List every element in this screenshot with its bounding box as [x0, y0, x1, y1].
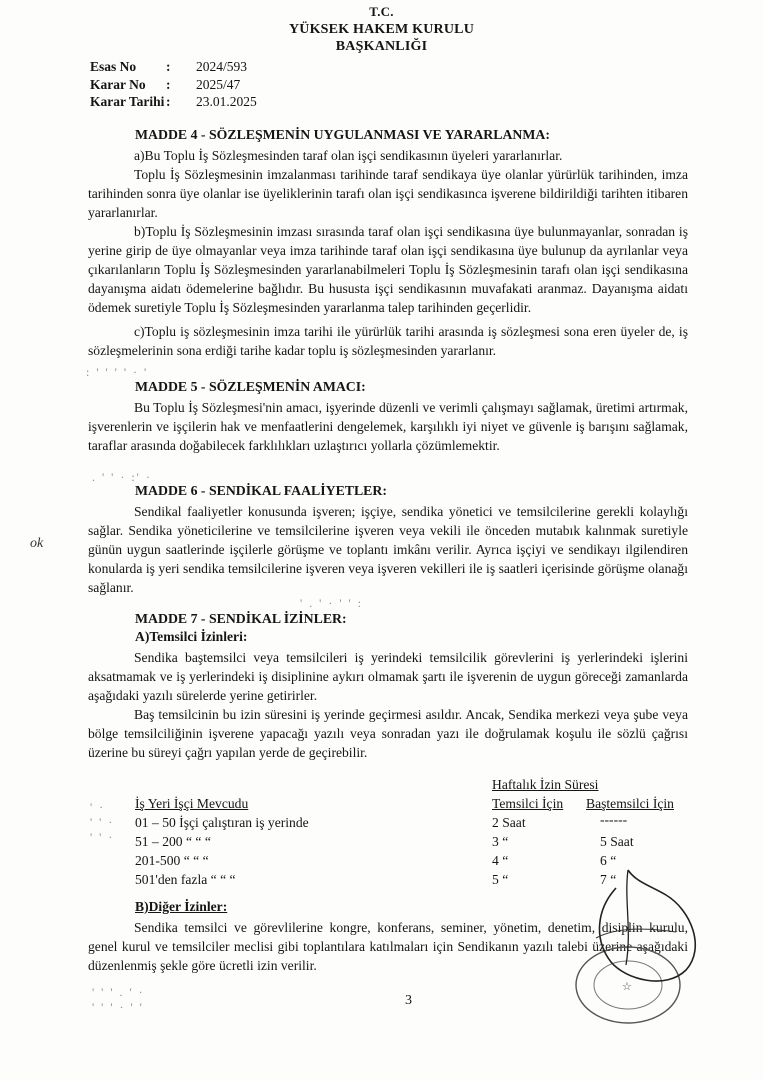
table-dash: ------ — [600, 812, 628, 827]
header-department: BAŞKANLIĞI — [335, 39, 428, 54]
bleed-through-mark: . ' ' · :' · — [92, 470, 152, 484]
page-number: 3 — [405, 993, 412, 1008]
table-col-header-1: İş Yeri İşçi Mevcudu — [135, 796, 249, 811]
bleed-through-mark: ' . ' · ' ' : — [300, 596, 363, 610]
table-row-2-c1: 51 – 200 “ “ “ — [135, 834, 211, 849]
madde4-paragraph-c: c)Toplu iş sözleşmesinin imza tarihi ile yürürlük tarihi arasında iş sözleşmesi sona eren üyeler de, iş sözleşmelerinin sona erdiği tarihe kadar toplu iş sözleşmesinden yararlanır. — [88, 324, 688, 359]
madde7-title: MADDE 7 - SENDİKAL İZİNLER: — [135, 611, 347, 626]
table-col-header-2: Temsilci İçin — [492, 796, 564, 811]
meta-value: 2024/593 — [196, 59, 248, 74]
madde7-paragraph-b: Sendika temsilci ve görevlilerine kongre, konferans, seminer, yönetim, denetim, disiplin kurulu, genel kurul ve temsilciler meclisi gibi toplantılara katılmaları için Sendikanın yazılı talebi üzerine aşağıdaki düzenlenmiş şekle göre ücretli izin verilir. — [88, 920, 688, 974]
svg-text:☆: ☆ — [622, 980, 632, 993]
table-row-4-c1: 501'den fazla “ “ “ — [135, 872, 236, 887]
table-row-3-c1: 201-500 “ “ “ — [135, 853, 209, 868]
table-row-1-c1: 01 – 50 İşçi çalıştıran iş yerinde — [135, 815, 309, 830]
madde7-sub-b: B)Diğer İzinler: — [135, 899, 228, 914]
madde7-paragraph-a2: Baş temsilcinin bu izin süresini iş yerinde geçirmesi asıldır. Ancak, Sendika merkezi veya şube veya bölge temsilciliğinin işverene yapacağı yazılı veya sonradan yazı ile doğrulamak koşulu ile sözlü çağrısı üzerine bu süreyi çağrı yapılan yerde de geçirebilir. — [88, 707, 688, 761]
madde4-title: MADDE 4 - SÖZLEŞMENİN UYGULANMASI VE YARARLANMA: — [135, 127, 550, 142]
madde6-title: MADDE 6 - SENDİKAL FAALİYETLER: — [135, 483, 387, 498]
header-institution: YÜKSEK HAKEM KURULU — [288, 22, 475, 37]
table-row-2-c3: 5 Saat — [600, 834, 634, 849]
official-stamp-icon — [556, 850, 716, 1030]
bleed-through-mark: ' ' ' . ' · ' ' ' · ' ' — [92, 985, 145, 1014]
table-row-2-c2: 3 “ — [492, 834, 509, 849]
table-col-header-3: Baştemsilci İçin — [586, 796, 674, 811]
madde4-paragraph-a: a)Bu Toplu İş Sözleşmesinden taraf olan işçi sendikasının üyeleri yararlanırlar. — [134, 148, 563, 163]
meta-value: 2025/47 — [196, 77, 241, 92]
table-group-header: Haftalık İzin Süresi — [492, 777, 599, 792]
madde4-paragraph-1: Toplu İş Sözleşmesinin imzalanması tarihinde taraf sendikaya üye olanlar yürürlük tarihinden, imza tarihinden sonra üye olanlar ise üyeliklerinin tarafı olan işçi sendikasınca işverene bildirildiği tarihten itibaren yararlanırlar. — [88, 167, 688, 221]
meta-karar-no: Karar No : 2025/47 — [90, 77, 241, 92]
table-row-4-c3: 7 “ — [600, 872, 617, 887]
bleed-through-mark: : ' ' ' ' · ' — [86, 365, 149, 379]
meta-esas-no: Esas No : 2024/593 — [90, 59, 248, 74]
bleed-through-mark: ' · ' ' · ' ' · — [90, 800, 115, 844]
madde5-title: MADDE 5 - SÖZLEŞMENİN AMACI: — [135, 379, 366, 394]
table-row-3-c3: 6 “ — [600, 853, 617, 868]
meta-label: Esas No — [90, 59, 137, 74]
madde7-sub-a: A)Temsilci İzinleri: — [135, 629, 248, 644]
meta-value: 23.01.2025 — [196, 94, 257, 109]
madde4-paragraph-b: b)Toplu İş Sözleşmesinin imzası sırasında taraf olan işçi sendikasına üye bulunmayanlar, sonradan iş yerine girip de üye olmayanlar veya imza tarihinde taraf olan işçi sendikasına üye bulunup da ayrılanlar veya çıkarılanların Toplu İş Sözleşmesinden yararlanabilmeleri Toplu İş Sözleşmesinin tarafı olan işçi sendikasına dayanışma aidatı ödemelerine bağlıdır. Bu hususta işçi sendikasının muvafakati aranmaz. Dayanışma aidatı ödemek suretiyle Toplu İş Sözleşmesinden yararlanma talep tarihinden geçerlidir. — [88, 224, 688, 316]
table-row-4-c2: 5 “ — [492, 872, 509, 887]
madde5-paragraph: Bu Toplu İş Sözleşmesi'nin amacı, işyerinde düzenli ve verimli çalışmayı sağlamak, üretimi artırmak, işverenlerin ve işçilerin hak ve menfaatlerini dengelemek, karşılıklı iyi niyet ve güvenle iş barışını sağlamak, taraflar arasında doğabilecek farklılıkları uzlaştırıcı yollarla çözümlemektir. — [88, 400, 688, 454]
madde7-paragraph-a: Sendika baştemsilci veya temsilcileri iş yerindeki temsilcilik görevlerini iş yerlerindeki işlerini aksatmamak ve iş yerlerindeki iş disiplinine aykırı olmamak şartı ile işverenin de uygun göreceği zamanlarda aşağıdaki yazılı sürelerde yerine getirirler. — [88, 650, 688, 704]
meta-label: Karar Tarihi — [90, 94, 165, 109]
header-tc: T.C. — [369, 4, 394, 19]
margin-initial-mark: ok — [30, 536, 44, 551]
meta-karar-tarihi: Karar Tarihi : 23.01.2025 — [90, 94, 257, 109]
table-row-1-c2: 2 Saat — [492, 815, 526, 830]
table-row-3-c2: 4 “ — [492, 853, 509, 868]
meta-label: Karar No — [90, 77, 146, 92]
madde6-paragraph: Sendikal faaliyetler konusunda işveren; işçiye, sendika yönetici ve temsilcilerine gerekli kolaylığı sağlar. Sendika yöneticilerine ve temsilcilerine işveren veya vekili ile önceden mutabık kalınmak suretiyle günün uygun saatlerinde işçilerle görüşme ve toplantı imkânı verilir. Ayrıca işçiyi ve sendikayı ilgilendiren konularda iş yeri sendika temsilcilerine işveren veya işveren vekilleri ile iş saatleri içerisinde görüşme olanağı sağlanır. — [88, 504, 688, 596]
